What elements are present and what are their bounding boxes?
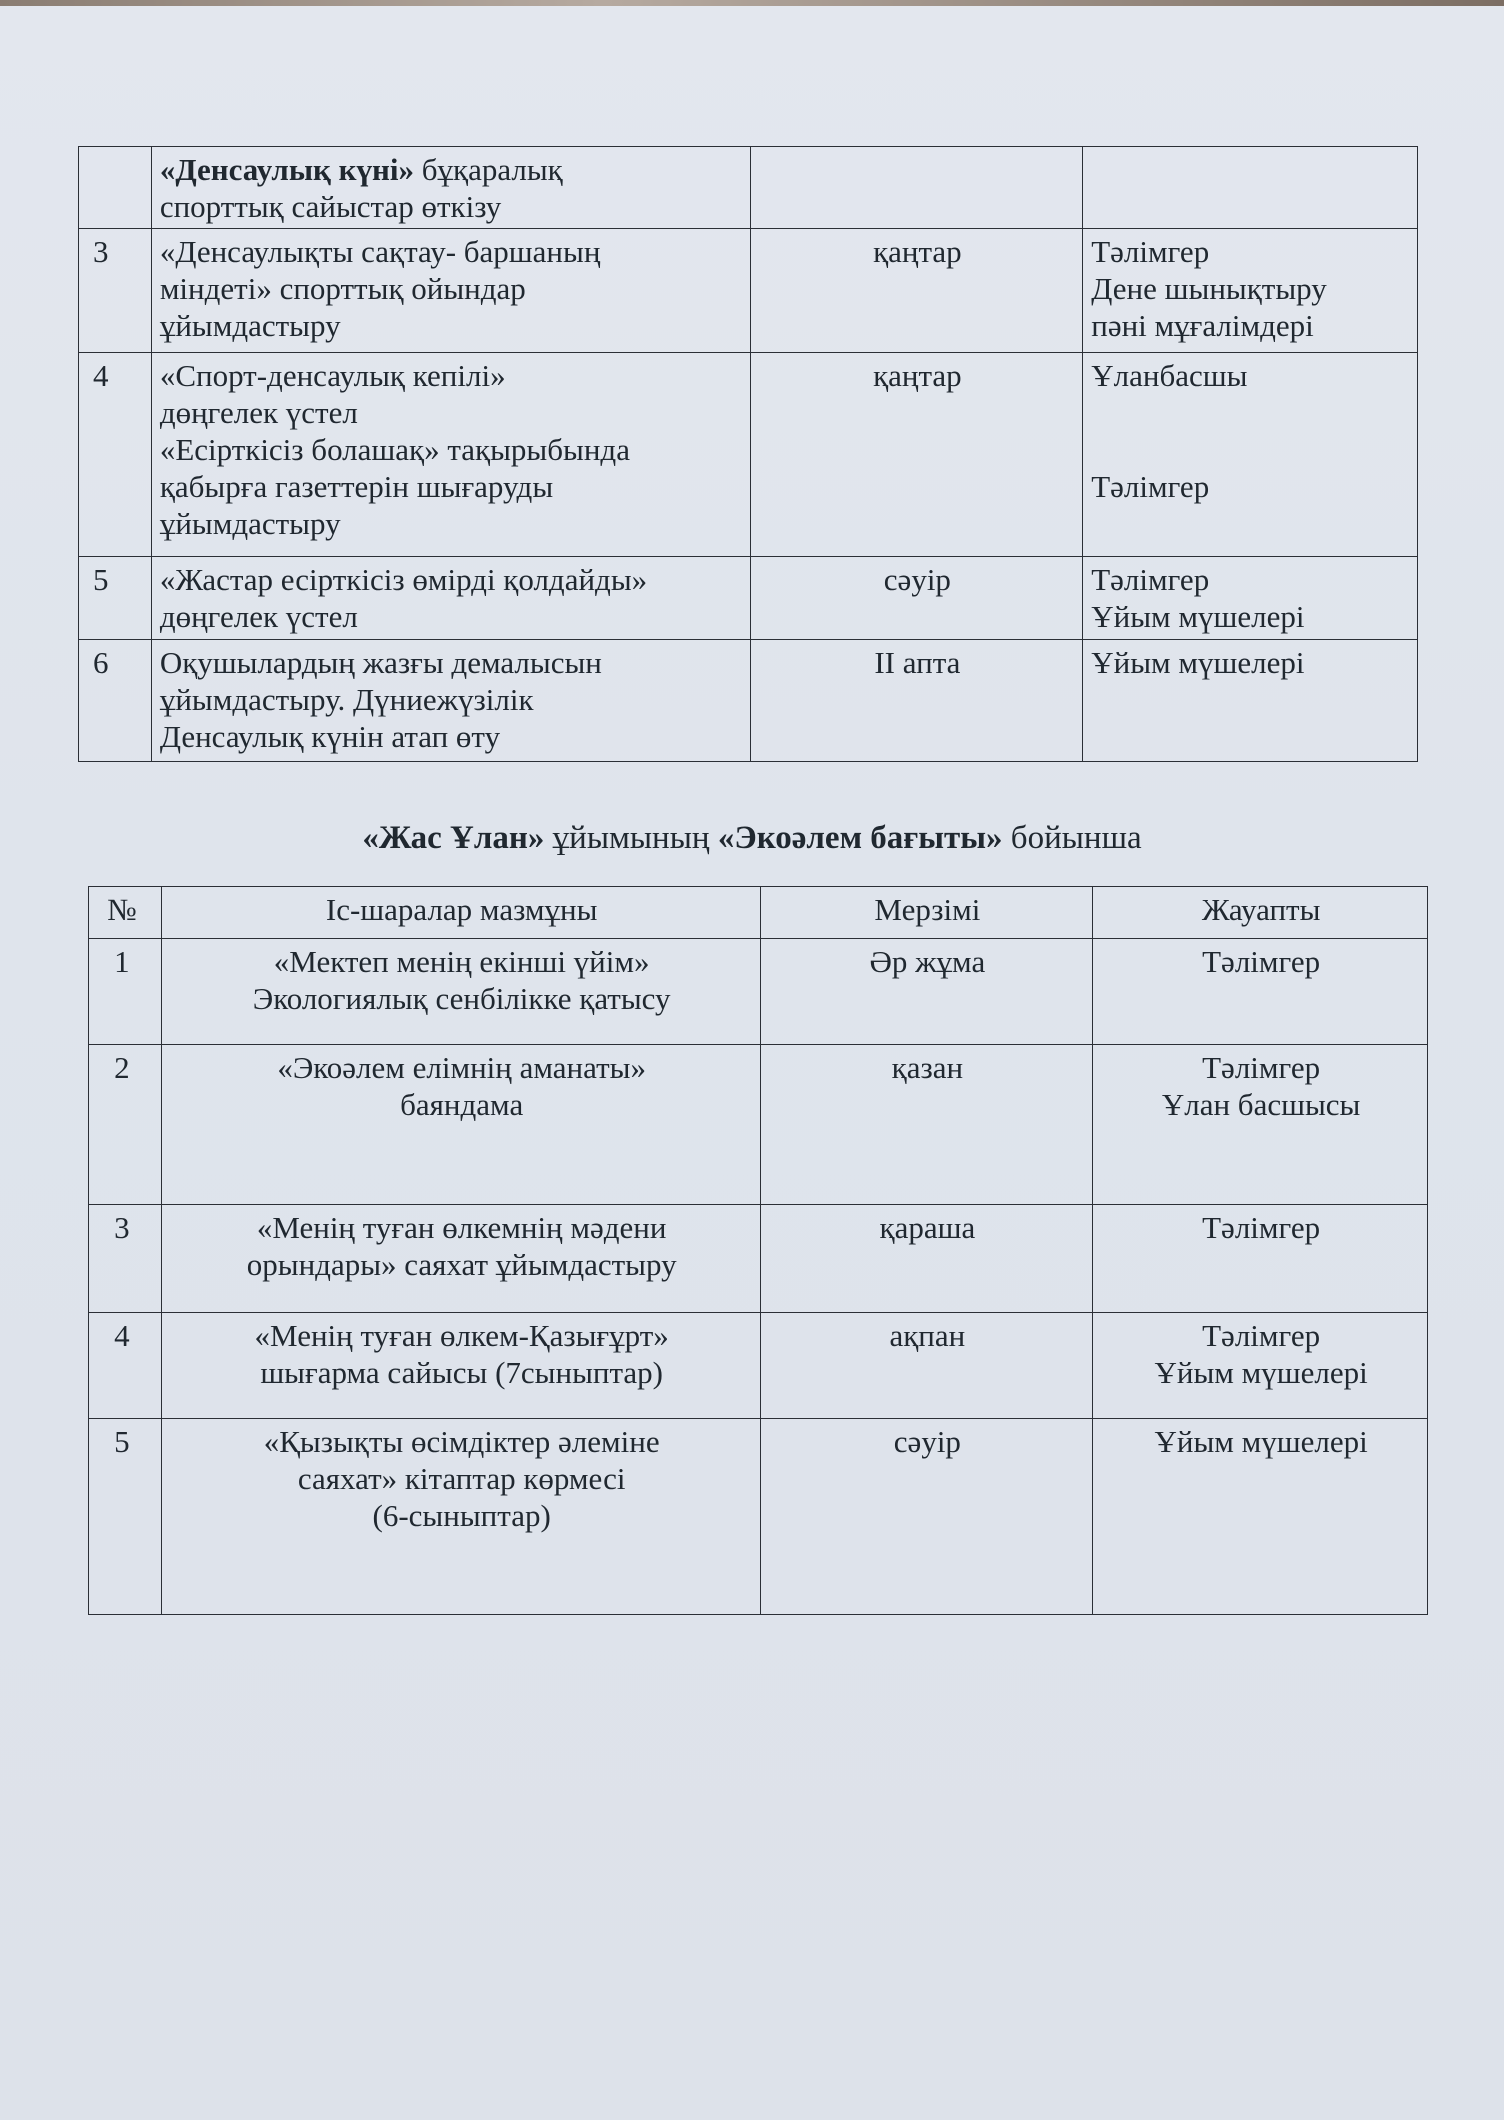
- date-cell: ақпан: [760, 1313, 1093, 1419]
- activity-line: (6-сыныптар): [372, 1498, 551, 1533]
- responsible-line: Ұйым мүшелері: [1091, 645, 1305, 680]
- activity-cell: [151, 640, 750, 762]
- row-number: 5: [89, 1419, 162, 1615]
- activity-line: «Экоәлем елімнің аманаты»: [277, 1050, 646, 1085]
- activity-line: дөңгелек үстел: [159, 395, 358, 430]
- date-cell: сәуір: [760, 1419, 1093, 1615]
- responsible-line: Ұйым мүшелері: [1154, 1355, 1368, 1390]
- responsible-line: Ұйым мүшелері: [1091, 599, 1305, 634]
- activity-line: «Есірткісіз болашақ» тақырыбында: [159, 432, 630, 467]
- header-number: №: [89, 887, 162, 939]
- date-cell: қаңтар: [750, 229, 1083, 353]
- activity-cell: [151, 353, 750, 557]
- activity-line: саяхат» кітаптар көрмесі: [297, 1461, 626, 1496]
- activity-line: ұйымдастыру: [159, 308, 341, 343]
- activity-text: бұқаралық: [413, 152, 563, 187]
- activity-line: Денсаулық күнін атап өту: [159, 719, 501, 754]
- responsible-line: Тәлімгер: [1202, 1050, 1321, 1085]
- activity-line: қабырға газеттерін шығаруды: [159, 469, 554, 504]
- date-cell: қаңтар: [750, 353, 1083, 557]
- activity-line: «Менің туған өлкемнің мәдени: [256, 1210, 667, 1245]
- responsible-cell: [1083, 147, 1418, 229]
- heading-text: ұйымының: [544, 820, 718, 856]
- header-activity: Іс-шаралар мазмұны: [161, 887, 760, 939]
- date-cell: ІІ апта: [750, 640, 1083, 762]
- date-cell: сәуір: [750, 557, 1083, 640]
- activity-line: дөңгелек үстел: [159, 599, 358, 634]
- date-cell: қазан: [760, 1045, 1093, 1205]
- activity-line: шығарма сайысы (7сыныптар): [260, 1355, 664, 1390]
- responsible-line: Тәлімгер: [1091, 562, 1210, 597]
- responsible-cell: [1093, 1313, 1428, 1419]
- row-number: 4: [89, 1313, 162, 1419]
- activity-line: «Менің туған өлкем-Қазығұрт»: [254, 1318, 669, 1353]
- responsible-cell: [1083, 229, 1418, 353]
- responsible-line: Ұйым мүшелері: [1154, 1424, 1368, 1459]
- activity-line: «Спорт-денсаулық кепілі»: [159, 358, 506, 393]
- document-page: [0, 6, 1504, 2120]
- heading-bold-text: «Экоәлем бағыты»: [717, 820, 1003, 856]
- heading-bold-text: «Жас Ұлан»: [362, 820, 545, 856]
- responsible-line: Тәлімгер: [1202, 1210, 1321, 1245]
- activity-cell: [161, 1045, 760, 1205]
- row-number: 3: [89, 1205, 162, 1313]
- header-date: Мерзімі: [760, 887, 1093, 939]
- activity-title-bold: «Денсаулық күні»: [159, 152, 414, 187]
- activity-cell: [151, 147, 750, 229]
- table-row: [79, 229, 1418, 353]
- date-cell: қараша: [760, 1205, 1093, 1313]
- responsible-line: пәні мұғалімдері: [1091, 308, 1314, 343]
- activity-line: «Денсаулықты сақтау- баршаның: [159, 234, 601, 269]
- table-row: [79, 557, 1418, 640]
- heading-text: бойынша: [1002, 820, 1142, 856]
- responsible-line: Тәлімгер: [1202, 1318, 1321, 1353]
- activity-line: «Қызықты өсімдіктер әлеміне: [263, 1424, 660, 1459]
- activity-cell: [161, 1313, 760, 1419]
- responsible-line: Дене шынықтыру: [1091, 271, 1327, 306]
- table-row: [89, 1419, 1428, 1615]
- table-row: [89, 1205, 1428, 1313]
- date-cell: [750, 147, 1083, 229]
- responsible-cell: [1093, 1205, 1428, 1313]
- responsible-line: Тәлімгер: [1091, 234, 1210, 269]
- table-row: [89, 1313, 1428, 1419]
- date-cell: Әр жұма: [760, 939, 1093, 1045]
- activity-line: міндеті» спорттық ойындар: [159, 271, 526, 306]
- row-number: 3: [79, 229, 152, 353]
- activity-cell: [161, 939, 760, 1045]
- activity-line: «Жастар есірткісіз өмірді қолдайды»: [159, 562, 648, 597]
- activity-line: Экологиялық сенбілікке қатысу: [252, 981, 671, 1016]
- row-number: 5: [79, 557, 152, 640]
- eco-activities-table: [88, 886, 1428, 1615]
- activity-line: ұйымдастыру: [159, 506, 341, 541]
- activity-line: ұйымдастыру. Дүниежүзілік: [159, 682, 534, 717]
- table-row: [89, 1045, 1428, 1205]
- activity-line: «Мектеп менің екінші үйім»: [273, 944, 650, 979]
- responsible-cell: [1093, 1419, 1428, 1615]
- table-row: [79, 640, 1418, 762]
- row-number: 1: [89, 939, 162, 1045]
- activity-cell: [161, 1205, 760, 1313]
- activity-line: Оқушылардың жазғы демалысын: [159, 645, 602, 680]
- responsible-cell: [1083, 640, 1418, 762]
- section-heading: [0, 818, 1504, 858]
- activity-cell: [151, 557, 750, 640]
- table-header-row: [89, 887, 1428, 939]
- header-responsible: Жауапты: [1093, 887, 1428, 939]
- responsible-cell: [1083, 353, 1418, 557]
- row-number: 4: [79, 353, 152, 557]
- responsible-line: Ұланбасшы: [1091, 358, 1248, 393]
- activity-cell: [161, 1419, 760, 1615]
- row-number: [79, 147, 152, 229]
- activity-line: баяндама: [400, 1087, 524, 1122]
- activity-line: орындары» саяхат ұйымдастыру: [246, 1247, 677, 1282]
- health-activities-table: [78, 146, 1418, 762]
- table-row: [79, 353, 1418, 557]
- table-row: [89, 939, 1428, 1045]
- responsible-cell: [1093, 939, 1428, 1045]
- activity-cell: [151, 229, 750, 353]
- responsible-line: Тәлімгер: [1091, 469, 1210, 504]
- activity-text: спорттық сайыстар өткізу: [159, 189, 502, 224]
- responsible-line: Тәлімгер: [1202, 944, 1321, 979]
- row-number: 2: [89, 1045, 162, 1205]
- responsible-line: Ұлан басшысы: [1161, 1087, 1361, 1122]
- responsible-cell: [1083, 557, 1418, 640]
- row-number: 6: [79, 640, 152, 762]
- responsible-cell: [1093, 1045, 1428, 1205]
- table-row: [79, 147, 1418, 229]
